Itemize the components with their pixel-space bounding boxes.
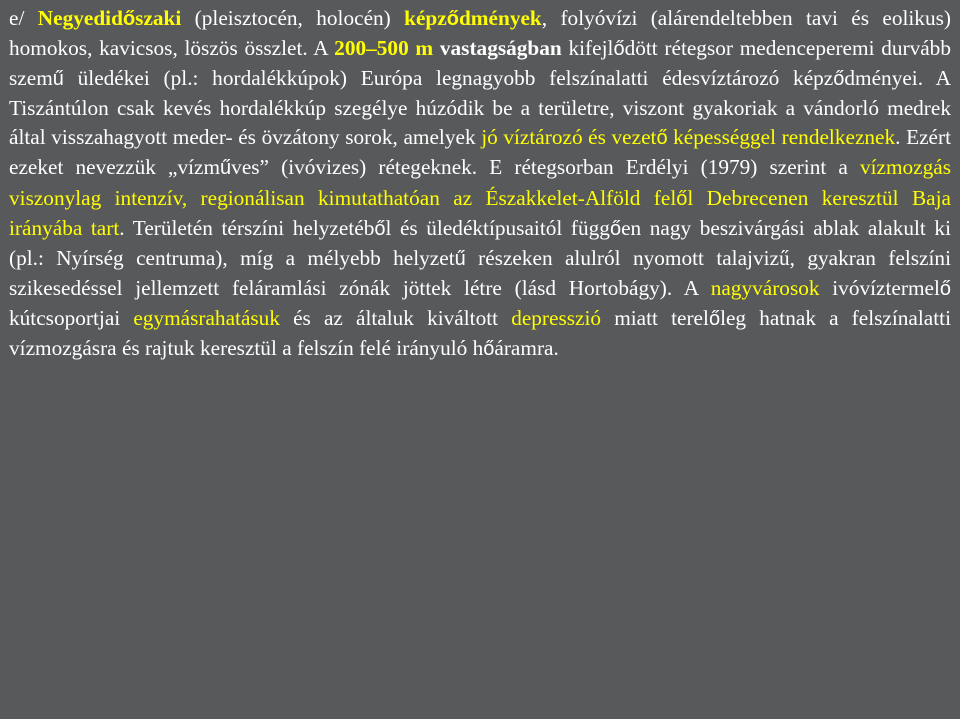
- text-segment: és az általuk kiváltott: [279, 305, 512, 330]
- highlighted-text: jó víztározó és vezet: [481, 125, 657, 150]
- highlighted-text: egymásrahatásuk: [133, 305, 280, 330]
- text-segment: ő: [939, 277, 952, 300]
- text-segment: ő: [374, 217, 386, 240]
- body-paragraph: [9, 4, 957, 364]
- text-segment: , folyóvízi (alárendeltebben tavi és eolikus) homokos, kavicsos, löszös összlet. A: [9, 6, 957, 61]
- text-segment: ű: [52, 68, 64, 91]
- text-segment: ivóvíztermel: [819, 275, 940, 300]
- text-segment: részeken alulról nyomott talajvizű, gyakran felszíni szikesedéssel jellemzett feláramlási zónák jöttek létre (lásd Hortobágy). A: [9, 245, 957, 300]
- highlighted-text: 200–500 m: [334, 36, 434, 61]
- text-segment: ű: [220, 157, 232, 180]
- text-segment: en nagy beszivárgási ablak alakult ki (pl.: Nyírség centruma), míg a mélyebb helyzet: [9, 215, 957, 270]
- text-segment: . Területén térszíni helyzetéb: [119, 215, 375, 240]
- text-segment: l és üledéktípusaitól függ: [385, 215, 610, 240]
- highlighted-text: ő: [656, 127, 668, 150]
- highlighted-text: ő: [122, 8, 136, 30]
- highlighted-text: dmények: [458, 6, 542, 30]
- text-segment: ő: [483, 338, 495, 361]
- text-segment: [433, 36, 440, 60]
- text-segment: ő: [609, 217, 622, 240]
- highlighted-text: Negyedid: [37, 6, 123, 30]
- text-segment: kifejl: [561, 36, 614, 61]
- text-segment: ű: [454, 247, 466, 270]
- text-segment: áramra.: [494, 336, 559, 361]
- text-segment: dött rétegsor medenceperemi durvább szem: [9, 36, 957, 91]
- text-segment: ő: [708, 307, 721, 330]
- text-segment: ő: [833, 68, 845, 91]
- text-segment: üledékei (pl.: hordalékkúpok) Európa legnagyobb felszínalatti édesvíztározó képz: [63, 66, 834, 91]
- highlighted-text: l Debrecenen keresztül Baja irányába tart: [9, 185, 957, 240]
- text-segment: (pleisztocén, holocén): [181, 6, 405, 30]
- highlighted-text: vízmozgás viszonylag intenzív, regionálisan kimutathatóan az Északkelet-Alföld fel: [9, 155, 957, 210]
- text-segment: miatt terel: [601, 305, 709, 330]
- text-segment: ves” (ivóvizes) rétegeknek. E rétegsorban Erdélyi (1979) szerint a: [231, 155, 860, 180]
- highlighted-text: szaki: [135, 6, 182, 30]
- highlighted-text: ő: [446, 8, 459, 30]
- text-segment: kútcsoportjai: [9, 275, 957, 330]
- highlighted-text: ő: [676, 187, 688, 210]
- text-segment: dményei. A Tiszántúlon csak kevés hordalékkúp szegélye húzódik be a területre, viszont gyakoriak a vándorló medrek által visszahagyott meder- és övzátony sorok, amelyek: [9, 66, 957, 150]
- highlighted-text: képz: [404, 6, 447, 30]
- text-segment: leg hatnak a felszínalatti vízmozgásra és rajtuk keresztül a felszín felé irányuló h: [9, 305, 957, 361]
- highlighted-text: depresszió: [511, 305, 602, 330]
- highlighted-text: nagyvárosok: [710, 275, 820, 300]
- highlighted-text: képességgel rendelkeznek: [667, 125, 896, 150]
- text-segment: ő: [613, 38, 625, 61]
- text-segment: vastagságban: [439, 36, 562, 61]
- text-segment: e/: [9, 6, 38, 30]
- text-segment: . Ezért ezeket nevezzük „vízm: [9, 125, 957, 180]
